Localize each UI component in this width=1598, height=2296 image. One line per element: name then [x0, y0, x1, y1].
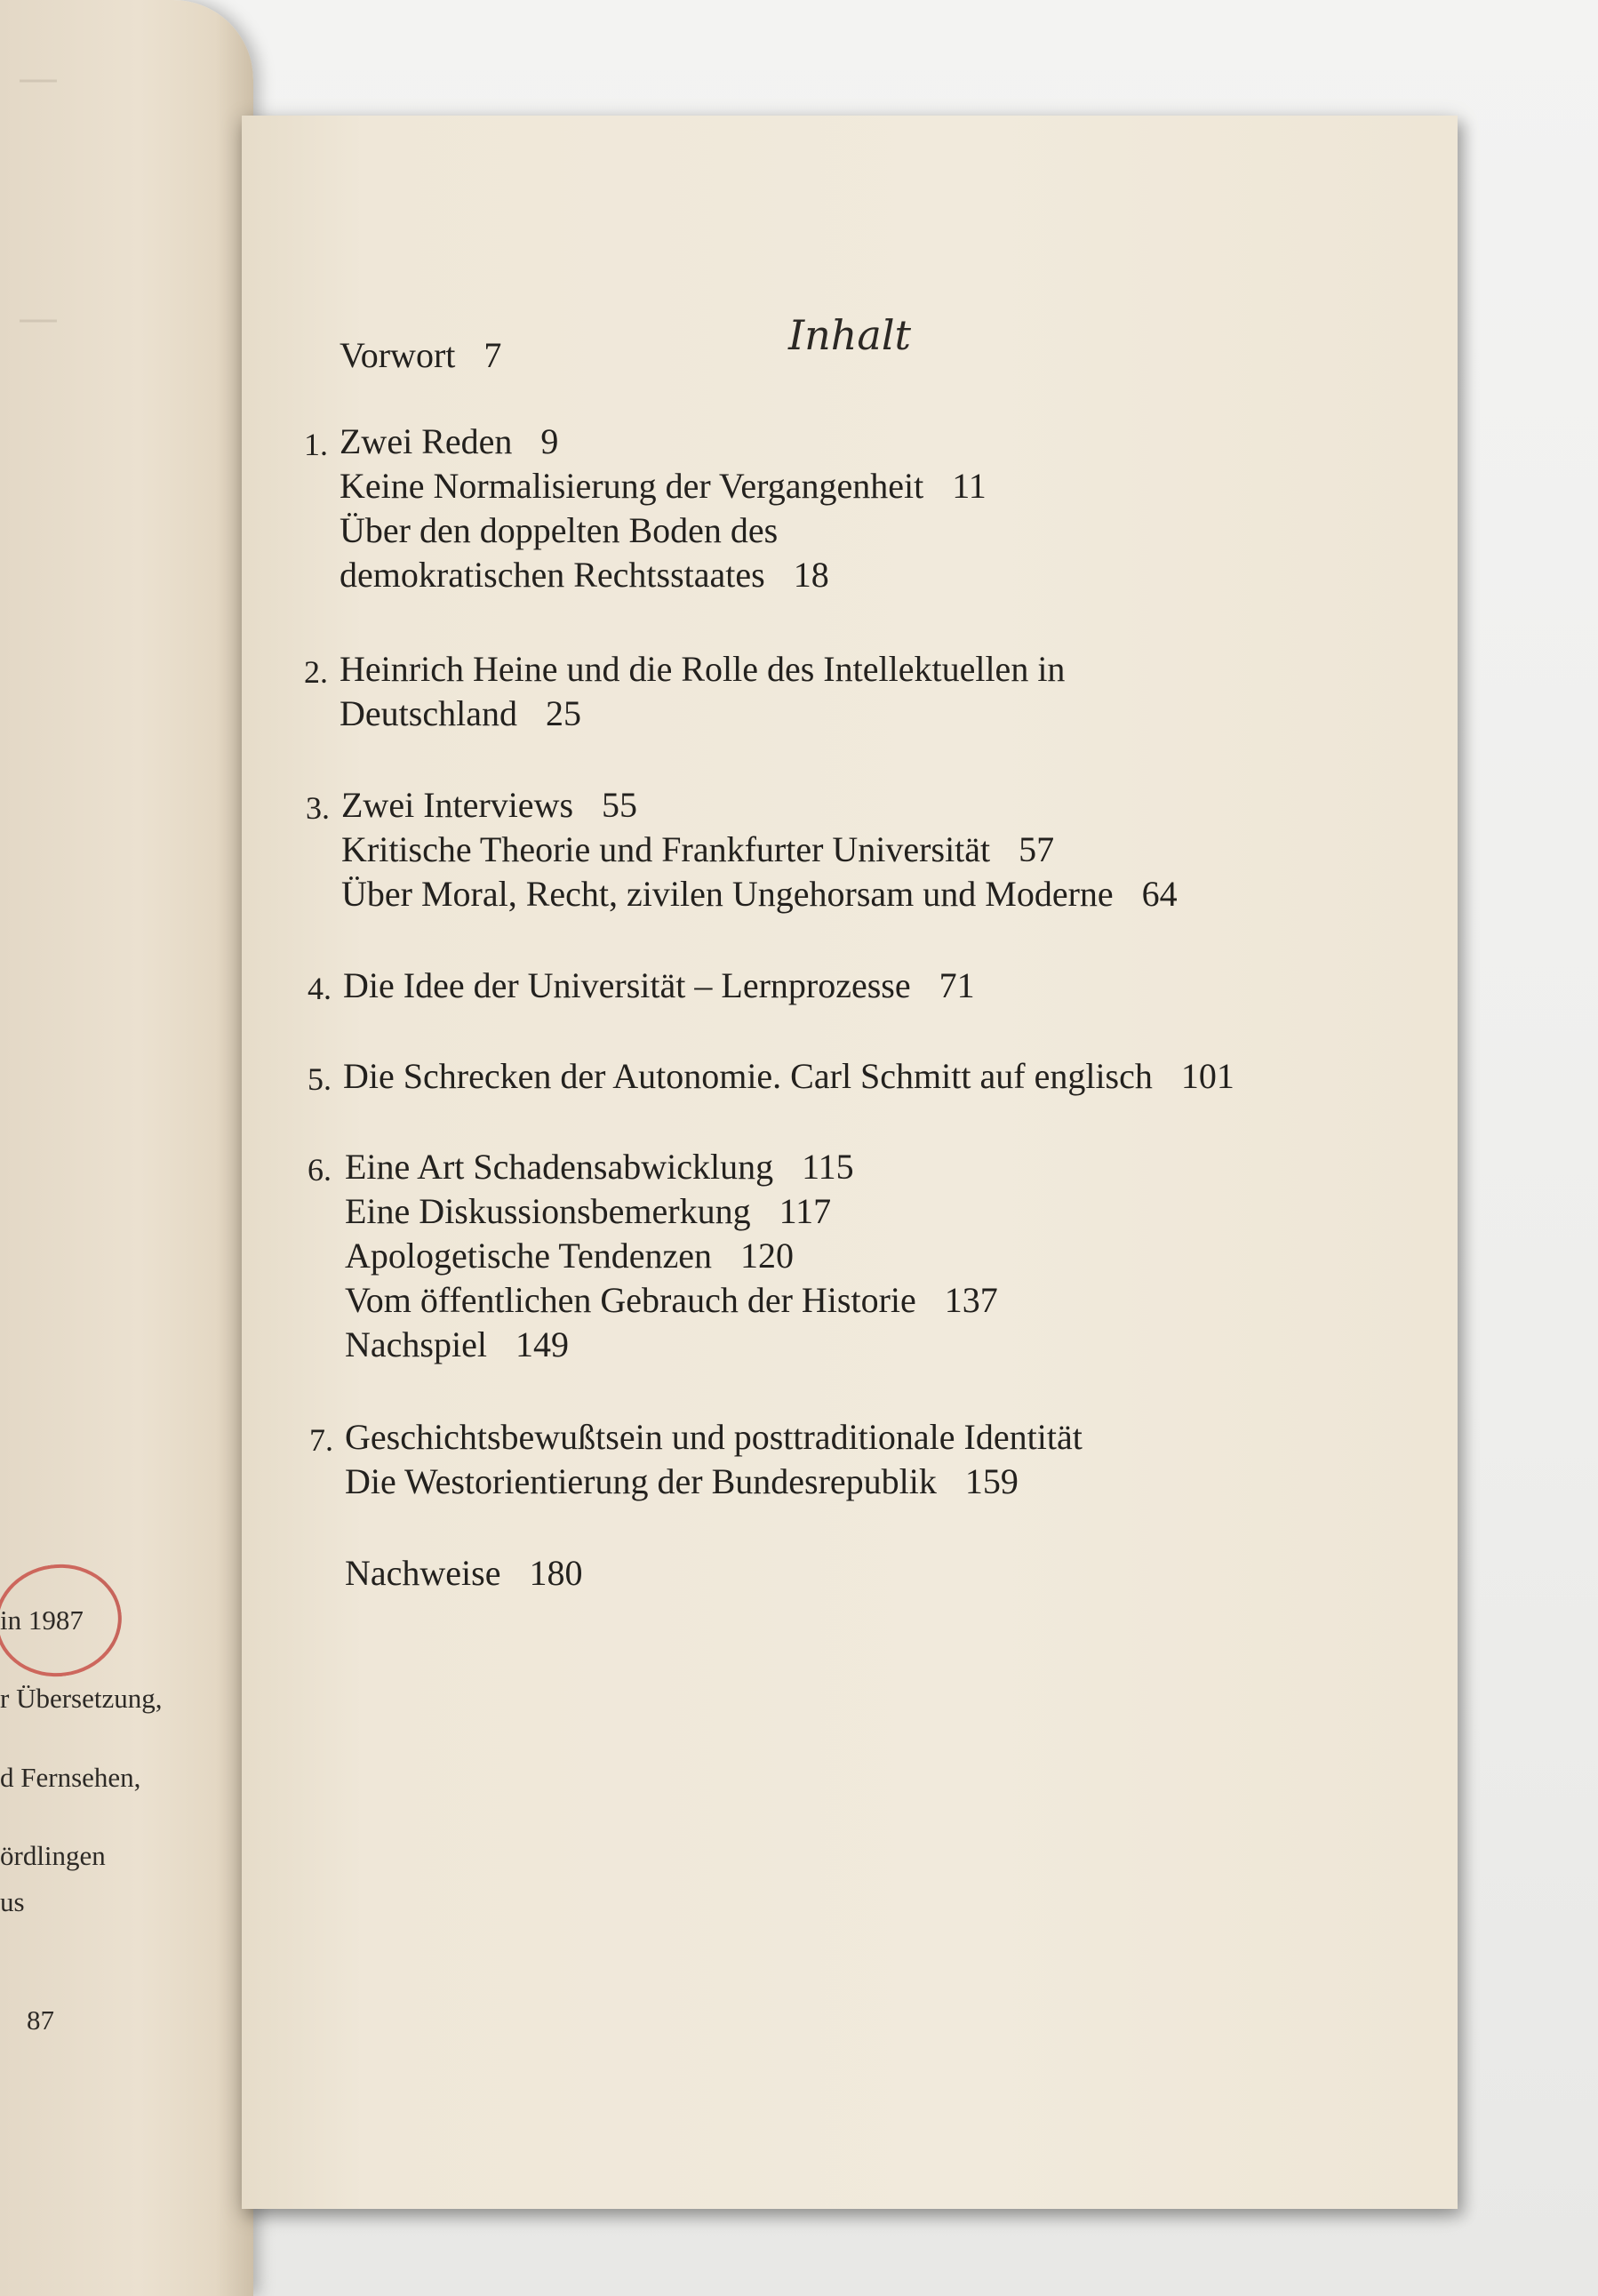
- toc-entry: [345, 1324, 569, 1364]
- left-fragment: ördlingen: [0, 1840, 106, 1871]
- toc-entry-title: Heinrich Heine und die Rolle des Intellektuellen in: [340, 649, 1066, 689]
- toc-entry-title: Vom öffentlichen Gebrauch der Historie: [345, 1280, 916, 1320]
- toc-entry-title: Die Westorientierung der Bundesrepublik: [345, 1461, 937, 1501]
- toc-entry: [341, 785, 638, 825]
- page-title: Inhalt: [787, 311, 912, 359]
- toc-entry-page: 159: [964, 1461, 1019, 1501]
- toc-entry-page: 149: [515, 1324, 569, 1364]
- toc-entry-title: Die Schrecken der Autonomie. Carl Schmitt auf englisch: [343, 1056, 1153, 1096]
- toc-entry: [345, 1280, 998, 1320]
- left-fragment: us: [0, 1886, 25, 1917]
- toc-entry-page: 117: [779, 1191, 832, 1231]
- toc-entry: [340, 421, 559, 461]
- toc-entry-page: 11: [952, 466, 987, 506]
- toc-entry-title: Keine Normalisierung der Vergangenheit: [340, 466, 924, 506]
- toc-entry-title: Eine Art Schadensabwicklung: [345, 1147, 774, 1187]
- toc-entry-title: demokratischen Rechtsstaates: [340, 555, 765, 595]
- toc-entry: [340, 649, 1066, 689]
- toc-entry-title: Über Moral, Recht, zivilen Ungehorsam und Moderne: [341, 874, 1114, 914]
- left-fragment: d Fernsehen,: [0, 1762, 141, 1793]
- left-fragment: r Übersetzung,: [0, 1683, 163, 1714]
- toc-entry-title: Eine Diskussionsbemerkung: [345, 1191, 751, 1231]
- toc-entry: [340, 468, 987, 504]
- toc-entry: [345, 1238, 794, 1274]
- toc-entry-title: Zwei Interviews: [341, 785, 574, 825]
- toc-entry: [345, 1461, 1019, 1501]
- toc-entry-number: 6.: [308, 1152, 332, 1188]
- toc-entry: [345, 1553, 583, 1593]
- toc-entry-number: 4.: [308, 971, 332, 1006]
- toc-entry-number: 7.: [309, 1422, 333, 1458]
- toc-entry: [345, 1149, 854, 1185]
- toc-entry-title: Die Idee der Universität – Lernprozesse: [343, 965, 911, 1005]
- toc-entry-page: 120: [740, 1236, 794, 1276]
- toc-entry-title: Deutschland: [340, 693, 517, 733]
- toc-entry-number: 3.: [306, 790, 330, 826]
- toc-entry-number: 2.: [304, 654, 328, 690]
- toc-entry-number: 5.: [308, 1061, 332, 1097]
- left-page-number: 87: [27, 2004, 54, 2036]
- toc-entry: [343, 1056, 1234, 1096]
- toc-entry: [341, 829, 1055, 869]
- left-fragment: in 1987: [0, 1604, 84, 1636]
- toc-entry-title: Apologetische Tendenzen: [345, 1236, 712, 1276]
- toc-entry-page: 101: [1180, 1056, 1234, 1096]
- toc-entry-page: 180: [529, 1553, 583, 1593]
- toc-entry-page: 71: [939, 965, 975, 1005]
- toc-entry-page: 18: [793, 555, 829, 595]
- toc-entry: [341, 876, 1178, 912]
- toc-entry: [345, 1191, 832, 1231]
- toc-entry-title: Über den doppelten Boden des: [340, 510, 779, 550]
- toc-entry: [340, 510, 779, 550]
- toc-entry-page: 9: [540, 421, 559, 461]
- toc-entry-title: Geschichtsbewußtsein und posttraditionale Identität: [345, 1417, 1083, 1457]
- toc-entry-page: 64: [1141, 874, 1178, 914]
- bleed-through-mark: —: [18, 293, 59, 341]
- toc-entry: [340, 335, 502, 375]
- toc-entry: [340, 693, 581, 733]
- toc-entry: [343, 965, 975, 1005]
- toc-entry-title: Kritische Theorie und Frankfurter Universität: [341, 829, 991, 869]
- toc-entry-page: 55: [602, 785, 638, 825]
- toc-entry: [340, 557, 829, 593]
- toc-entry-page: 57: [1019, 829, 1055, 869]
- toc-entry-page: 115: [802, 1147, 854, 1187]
- toc-entry-title: Zwei Reden: [340, 421, 513, 461]
- toc-entry-title: Nachspiel: [345, 1324, 487, 1364]
- toc-entry: [345, 1417, 1083, 1457]
- toc-entry-page: 137: [944, 1280, 998, 1320]
- toc-entry-number: 1.: [304, 427, 328, 462]
- toc-entry-page: 25: [545, 693, 581, 733]
- bleed-through-mark: —: [18, 53, 59, 101]
- toc-entry-page: 7: [483, 335, 502, 375]
- toc-entry-title: Nachweise: [345, 1553, 501, 1593]
- toc-entry-title: Vorwort: [340, 335, 456, 375]
